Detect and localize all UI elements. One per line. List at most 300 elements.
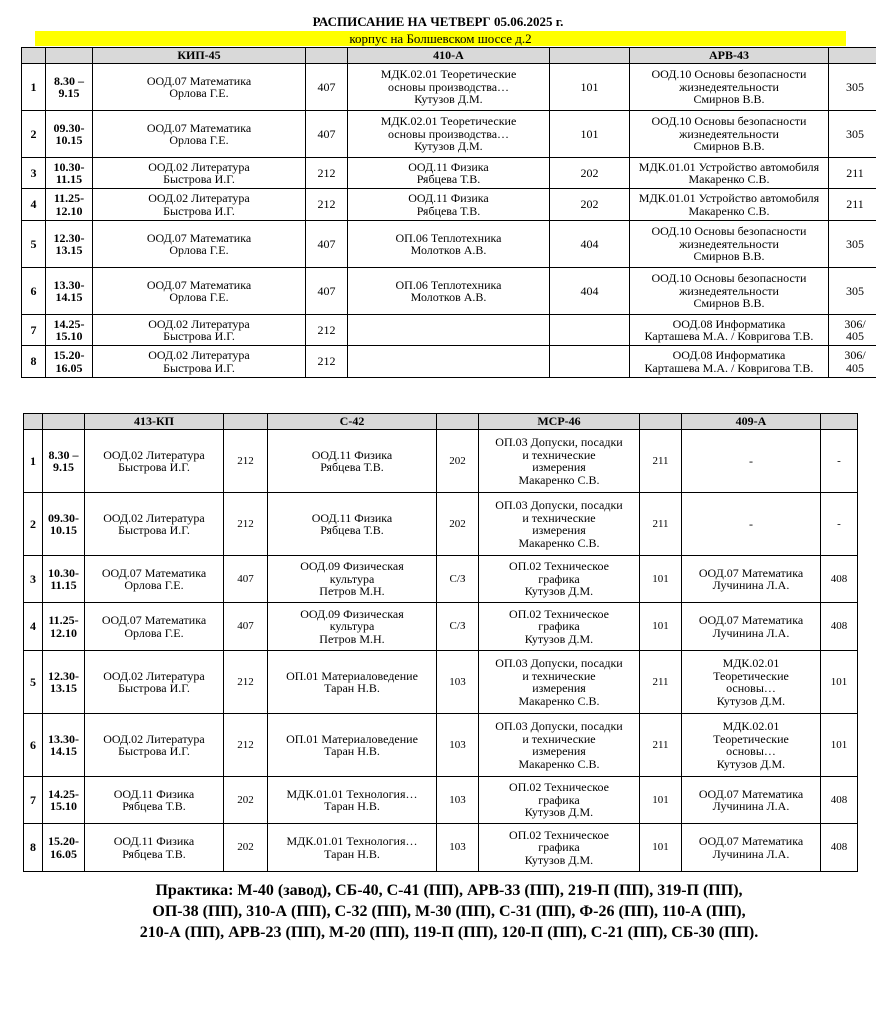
subject-line: Быстрова И.Г. <box>118 460 190 474</box>
subject-cell <box>630 268 829 315</box>
table-row <box>24 714 858 777</box>
group-header: 409-А <box>682 414 821 430</box>
table-row <box>22 268 876 315</box>
subject-line: Кутузов Д.М. <box>716 693 786 708</box>
subject-line: Орлова Г.Е. <box>169 133 229 147</box>
room-cell: 408 <box>821 824 858 872</box>
subject-line: ООД.07 Математика <box>146 230 252 245</box>
subject-line: ОП.03 Допуски, посадки <box>495 498 623 512</box>
subject-cell <box>85 714 224 777</box>
time-line: 15.10 <box>55 329 83 343</box>
lesson-time <box>46 268 93 315</box>
room-cell: 407 <box>224 603 268 651</box>
subject-cell <box>93 189 306 221</box>
table-row <box>22 221 876 268</box>
time-line: 13.15 <box>55 243 83 257</box>
room-cell: 103 <box>437 824 479 872</box>
subject-line: ООД.09 Физическая <box>300 559 404 574</box>
time-line: 10.15 <box>55 133 83 147</box>
subject-line: ООД.10 Основы безопасности <box>651 114 807 129</box>
subject-cell <box>348 189 550 221</box>
lesson-number: 8 <box>24 824 43 872</box>
header-blank <box>43 414 85 430</box>
subject-line: измерения <box>532 681 586 695</box>
subject-line: ООД.02 Литература <box>148 191 250 205</box>
subject-line: ООД.07 Математика <box>146 277 252 292</box>
table-row <box>24 824 858 872</box>
subject-line: Смирнов В.В. <box>693 249 765 264</box>
lesson-time <box>43 556 85 603</box>
time-line: 14.25- <box>48 786 79 801</box>
subject-line: ООД.08 Информатика <box>672 316 786 331</box>
subject-cell <box>93 221 306 268</box>
time-line: 11.15 <box>55 172 83 186</box>
room-cell: 212 <box>306 189 348 221</box>
time-line: 10.15 <box>50 523 77 537</box>
subject-line: МДК.01.01 Технология… <box>286 786 418 801</box>
room-cell: 101 <box>821 651 858 714</box>
subject-cell <box>93 346 306 378</box>
lesson-number: 6 <box>24 714 43 777</box>
time-line: 8.30 – <box>48 447 79 462</box>
subject-cell <box>93 111 306 158</box>
subject-line: ОП.06 Теплотехника <box>395 230 502 245</box>
lesson-number: 4 <box>24 603 43 651</box>
time-line: 15.20- <box>48 834 79 848</box>
group-header-room <box>224 414 268 430</box>
practice-line: 210-А (ПП), АРВ-23 (ПП), М-20 (ПП), 119-П (ПП), 120-П (ПП), С-21 (ПП), СБ-30 (ПП). <box>139 924 759 941</box>
subject-cell <box>268 651 437 714</box>
room-cell: - <box>821 493 858 556</box>
room-cell: 202 <box>550 189 630 221</box>
room-cell: 212 <box>306 315 348 346</box>
table-row <box>22 315 876 346</box>
subject-line: культура <box>329 619 375 634</box>
subject-line: ООД.02 Литература <box>103 510 205 525</box>
subject-cell <box>85 430 224 493</box>
subject-line: Лучинина Л.А. <box>712 846 790 861</box>
subject-line: Быстрова И.Г. <box>163 172 235 186</box>
subject-line: ОП.02 Техническое <box>509 827 609 842</box>
subject-cell <box>630 189 829 221</box>
subject-line: ООД.02 Литература <box>103 668 205 683</box>
subject-line: Петров М.Н. <box>319 631 385 646</box>
subject-line: Кутузов Д.М. <box>524 852 594 867</box>
subject-line: ООД.07 Математика <box>146 73 252 88</box>
table-row <box>24 651 858 714</box>
table-row <box>24 556 858 603</box>
subject-line: Быстрова И.Г. <box>163 203 235 218</box>
time-line: 10.30- <box>53 159 85 174</box>
subject-line: Таран Н.В. <box>324 799 380 813</box>
subject-line: ООД.07 Математика <box>101 565 207 580</box>
time-line: 09.30- <box>48 510 79 525</box>
subject-line: ООД.08 Информатика <box>672 348 786 362</box>
room-cell: 103 <box>437 777 479 824</box>
time-line: 09.30- <box>53 120 85 135</box>
subject-cell <box>682 556 821 603</box>
room-cell: 103 <box>437 651 479 714</box>
subject-cell <box>85 603 224 651</box>
subject-cell <box>348 221 550 268</box>
room-cell: 202 <box>437 430 479 493</box>
subject-cell <box>479 651 640 714</box>
room-cell: 407 <box>306 221 348 268</box>
time-line: 14.15 <box>50 744 77 758</box>
subject-line: Рябцева Т.В. <box>122 846 186 861</box>
subject-line: МДК.02.01 Теоретические <box>380 114 517 129</box>
subject-line: ООД.07 Математика <box>698 613 804 627</box>
practice-note <box>0 880 876 943</box>
group-header-room <box>437 414 479 430</box>
subject-cell <box>479 556 640 603</box>
room-cell: 211 <box>640 430 682 493</box>
time-line: 14.25- <box>53 316 85 331</box>
subject-line: Лучинина Л.А. <box>712 625 790 640</box>
lesson-number: 1 <box>22 64 46 111</box>
subject-line: Смирнов В.В. <box>693 139 765 154</box>
subject-line: Кутузов Д.М. <box>716 756 786 771</box>
subject-line: основы производства… <box>387 126 510 141</box>
lesson-time <box>43 824 85 872</box>
subject-line: Кутузов Д.М. <box>524 584 594 599</box>
lesson-number: 1 <box>24 430 43 493</box>
header-row <box>24 414 858 430</box>
lesson-number: 6 <box>22 268 46 315</box>
room-cell: 101 <box>550 64 630 111</box>
subject-cell <box>85 651 224 714</box>
subject-line: основы… <box>726 744 776 758</box>
subject-line: ОП.01 Материаловедение <box>286 731 418 746</box>
table-row <box>22 189 876 221</box>
lesson-number: 4 <box>22 189 46 221</box>
subject-line: Смирнов В.В. <box>693 92 765 107</box>
subject-line: измерения <box>532 523 586 537</box>
subject-line: Карташева М.А. / Ковригова Т.В. <box>644 360 814 375</box>
room-cell: 101 <box>640 824 682 872</box>
subject-line: ОП.02 Техническое <box>509 780 609 795</box>
room-cell: 408 <box>821 556 858 603</box>
room-cell: 212 <box>306 158 348 189</box>
subject-line: ОП.03 Допуски, посадки <box>495 656 623 670</box>
lesson-number: 5 <box>24 651 43 714</box>
subject-line: жизнедеятельности <box>679 126 779 141</box>
subject-line: ООД.11 Физика <box>113 786 195 801</box>
subject-line: Быстрова И.Г. <box>163 329 235 343</box>
lesson-time <box>43 430 85 493</box>
subject-line: ООД.09 Физическая <box>300 606 404 621</box>
subject-line: ООД.11 Физика <box>408 159 489 174</box>
subject-cell <box>348 158 550 189</box>
room-cell: 212 <box>306 346 348 378</box>
subject-line: ООД.07 Математика <box>146 120 252 135</box>
time-line: 9.15 <box>58 86 80 100</box>
subject-cell <box>682 651 821 714</box>
subject-line: ООД.11 Физика <box>311 447 393 462</box>
subject-cell <box>630 221 829 268</box>
group-header-room <box>821 414 858 430</box>
room-cell: 212 <box>224 430 268 493</box>
subject-cell <box>85 824 224 872</box>
subject-line: ООД.11 Физика <box>408 191 489 205</box>
time-line: 13.15 <box>50 681 77 695</box>
header-blank <box>46 48 93 64</box>
room-cell: 305 <box>829 221 876 268</box>
subject-line: Таран Н.В. <box>324 744 380 758</box>
subject-line: Быстрова И.Г. <box>118 744 190 758</box>
room-cell: 212 <box>224 714 268 777</box>
subject-line: жизнедеятельности <box>679 236 779 251</box>
subject-line: и технические <box>522 668 596 683</box>
subject-line: ОП.03 Допуски, посадки <box>495 719 623 733</box>
time-line: 15.10 <box>50 799 77 813</box>
subject-line: МДК.01.01 Устройство автомобиля <box>638 159 820 174</box>
subject-cell <box>85 556 224 603</box>
subject-line: ОП.02 Техническое <box>509 559 609 574</box>
group-header: КИП-45 <box>93 48 306 64</box>
subject-line: ОП.02 Техническое <box>509 606 609 621</box>
lesson-time <box>46 315 93 346</box>
subject-cell <box>682 430 821 493</box>
subject-line: измерения <box>532 460 586 474</box>
building-subtitle: корпус на Болшевском шоссе д.2 <box>35 31 846 46</box>
subject-line: ОП.03 Допуски, посадки <box>495 435 623 449</box>
subject-line: основы производства… <box>387 79 510 94</box>
subject-line: Макаренко С.В. <box>688 203 770 218</box>
subject-line: Рябцева Т.В. <box>122 799 186 813</box>
subject-line: Макаренко С.В. <box>688 172 770 186</box>
time-line: 10.30- <box>48 565 79 580</box>
lesson-number: 8 <box>22 346 46 378</box>
subject-line: ООД.02 Литература <box>148 348 250 362</box>
subject-line: ООД.07 Математика <box>698 786 804 801</box>
subject-line: ООД.10 Основы безопасности <box>651 271 807 286</box>
subject-line: ООД.10 Основы безопасности <box>651 224 807 239</box>
subject-line: ООД.11 Физика <box>311 510 393 525</box>
subject-line: жизнедеятельности <box>679 283 779 298</box>
lesson-time <box>43 714 85 777</box>
time-line: 11.15 <box>50 578 77 592</box>
time-line: 12.30- <box>53 230 85 245</box>
subject-cell <box>630 315 829 346</box>
subject-line: и технические <box>522 447 596 462</box>
subject-cell <box>682 714 821 777</box>
table-row <box>24 777 858 824</box>
subject-cell <box>93 315 306 346</box>
subject-line: Быстрова И.Г. <box>163 360 235 375</box>
room-cell: 101 <box>821 714 858 777</box>
room-cell: 202 <box>224 777 268 824</box>
subject-cell <box>93 158 306 189</box>
time-line: 14.15 <box>55 290 83 304</box>
subject-cell <box>630 158 829 189</box>
group-header: МСР-46 <box>479 414 640 430</box>
subject-line: Быстрова И.Г. <box>118 681 190 695</box>
subject-cell <box>348 346 550 378</box>
room-cell: 211 <box>640 493 682 556</box>
subject-line: Макаренко С.В. <box>518 756 600 771</box>
group-header-room <box>829 48 876 64</box>
subject-line: - <box>749 516 753 531</box>
room-cell: 211 <box>640 651 682 714</box>
subject-cell <box>348 315 550 346</box>
subject-line: Молотков А.В. <box>410 243 487 257</box>
subject-line: графика <box>538 792 580 807</box>
room-cell: 212 <box>224 651 268 714</box>
room-cell: 305 <box>829 268 876 315</box>
subject-line: - <box>749 453 753 468</box>
subject-line: графика <box>538 571 580 586</box>
subject-cell <box>682 824 821 872</box>
room-cell: 101 <box>550 111 630 158</box>
subject-line: Рябцева Т.В. <box>320 460 384 474</box>
subject-cell <box>268 777 437 824</box>
room-cell: 202 <box>550 158 630 189</box>
subject-cell <box>630 64 829 111</box>
room-cell: 407 <box>306 268 348 315</box>
room-cell: 101 <box>640 603 682 651</box>
subject-cell <box>479 603 640 651</box>
room-cell: 306/ 405 <box>829 346 876 378</box>
subject-line: ООД.02 Литература <box>148 159 250 174</box>
room-cell: 408 <box>821 777 858 824</box>
subject-line: ООД.07 Математика <box>698 834 804 848</box>
subject-line: и технические <box>522 731 596 746</box>
subject-line: МДК.02.01 <box>722 656 780 670</box>
group-header: АРВ-43 <box>630 48 829 64</box>
subject-cell <box>479 824 640 872</box>
subject-line: Макаренко С.В. <box>518 693 600 708</box>
room-cell: С/З <box>437 556 479 603</box>
group-header: С-42 <box>268 414 437 430</box>
room-cell: 306/ 405 <box>829 315 876 346</box>
subject-line: основы… <box>726 681 776 695</box>
subject-cell <box>85 493 224 556</box>
subject-line: Карташева М.А. / Ковригова Т.В. <box>644 329 814 343</box>
table-row <box>24 493 858 556</box>
subject-line: Рябцева Т.В. <box>416 203 481 218</box>
room-cell: С/З <box>437 603 479 651</box>
subject-cell <box>479 714 640 777</box>
time-line: 12.10 <box>50 625 77 640</box>
subject-cell <box>348 268 550 315</box>
lesson-number: 7 <box>22 315 46 346</box>
header-row <box>22 48 876 64</box>
room-cell: 407 <box>306 64 348 111</box>
time-line: 11.25- <box>48 613 79 627</box>
room-cell: - <box>821 430 858 493</box>
subject-line: ООД.07 Математика <box>101 613 207 627</box>
subject-line: и технические <box>522 510 596 525</box>
room-cell: 211 <box>640 714 682 777</box>
time-line: 13.30- <box>48 731 79 746</box>
subject-cell <box>93 268 306 315</box>
room-cell: 103 <box>437 714 479 777</box>
header-blank <box>24 414 43 430</box>
lesson-time <box>43 603 85 651</box>
subject-line: культура <box>329 571 375 586</box>
subject-line: МДК.02.01 Теоретические <box>380 67 517 82</box>
subject-cell <box>479 777 640 824</box>
table-row <box>22 111 876 158</box>
lesson-time <box>46 189 93 221</box>
room-cell: 211 <box>829 158 876 189</box>
group-header-room <box>640 414 682 430</box>
subject-line: измерения <box>532 744 586 758</box>
subject-cell <box>348 64 550 111</box>
subject-line: жизнедеятельности <box>679 79 779 94</box>
subject-cell <box>268 493 437 556</box>
subject-line: Кутузов Д.М. <box>414 139 483 154</box>
table-row <box>24 430 858 493</box>
lesson-number: 2 <box>22 111 46 158</box>
practice-line: ОП-38 (ПП), 310-А (ПП), С-32 (ПП), М-30 (ПП), С-31 (ПП), Ф-26 (ПП), 110-А (ПП), <box>152 903 746 920</box>
lesson-time <box>43 777 85 824</box>
lesson-time <box>43 493 85 556</box>
subject-cell <box>479 493 640 556</box>
subject-line: Орлова Г.Е. <box>124 578 184 592</box>
room-cell: 212 <box>224 493 268 556</box>
subject-line: Теоретические <box>713 668 789 683</box>
lesson-number: 5 <box>22 221 46 268</box>
group-header: 410-А <box>348 48 550 64</box>
subject-line: Таран Н.В. <box>324 681 380 695</box>
time-line: 13.30- <box>53 277 85 292</box>
time-line: 8.30 – <box>54 73 84 88</box>
subject-line: Кутузов Д.М. <box>524 805 594 820</box>
subject-cell <box>268 556 437 603</box>
room-cell: 305 <box>829 64 876 111</box>
subject-line: Теоретические <box>713 731 789 746</box>
lesson-time <box>46 111 93 158</box>
room-cell <box>550 346 630 378</box>
room-cell: 211 <box>829 189 876 221</box>
subject-cell <box>268 714 437 777</box>
subject-line: ООД.02 Литература <box>148 316 250 331</box>
lesson-time <box>46 158 93 189</box>
subject-line: Рябцева Т.В. <box>416 172 481 186</box>
group-header: 413-КП <box>85 414 224 430</box>
subject-line: Кутузов Д.М. <box>414 92 483 107</box>
table-row <box>22 346 876 378</box>
subject-line: графика <box>538 619 580 634</box>
subject-line: Лучинина Л.А. <box>712 578 790 592</box>
subject-cell <box>348 111 550 158</box>
time-line: 16.05 <box>55 360 83 375</box>
subject-line: Орлова Г.Е. <box>169 290 229 304</box>
subject-line: Орлова Г.Е. <box>124 625 184 640</box>
time-line: 12.30- <box>48 668 79 683</box>
subject-line: Рябцева Т.В. <box>320 523 384 537</box>
lesson-time <box>46 221 93 268</box>
room-cell: 408 <box>821 603 858 651</box>
schedule-table-2 <box>23 413 858 872</box>
room-cell: 101 <box>640 777 682 824</box>
subject-line: графика <box>538 840 580 855</box>
subject-line: МДК.02.01 <box>722 719 780 733</box>
subject-line: Орлова Г.Е. <box>169 243 229 257</box>
lesson-time <box>46 346 93 378</box>
time-line: 11.25- <box>53 191 85 205</box>
subject-line: ОП.01 Материаловедение <box>286 668 418 683</box>
time-line: 12.10 <box>55 203 83 218</box>
group-header-room <box>306 48 348 64</box>
room-cell <box>550 315 630 346</box>
header-blank <box>22 48 46 64</box>
subject-line: ООД.02 Литература <box>103 731 205 746</box>
room-cell: 404 <box>550 268 630 315</box>
subject-cell <box>268 430 437 493</box>
